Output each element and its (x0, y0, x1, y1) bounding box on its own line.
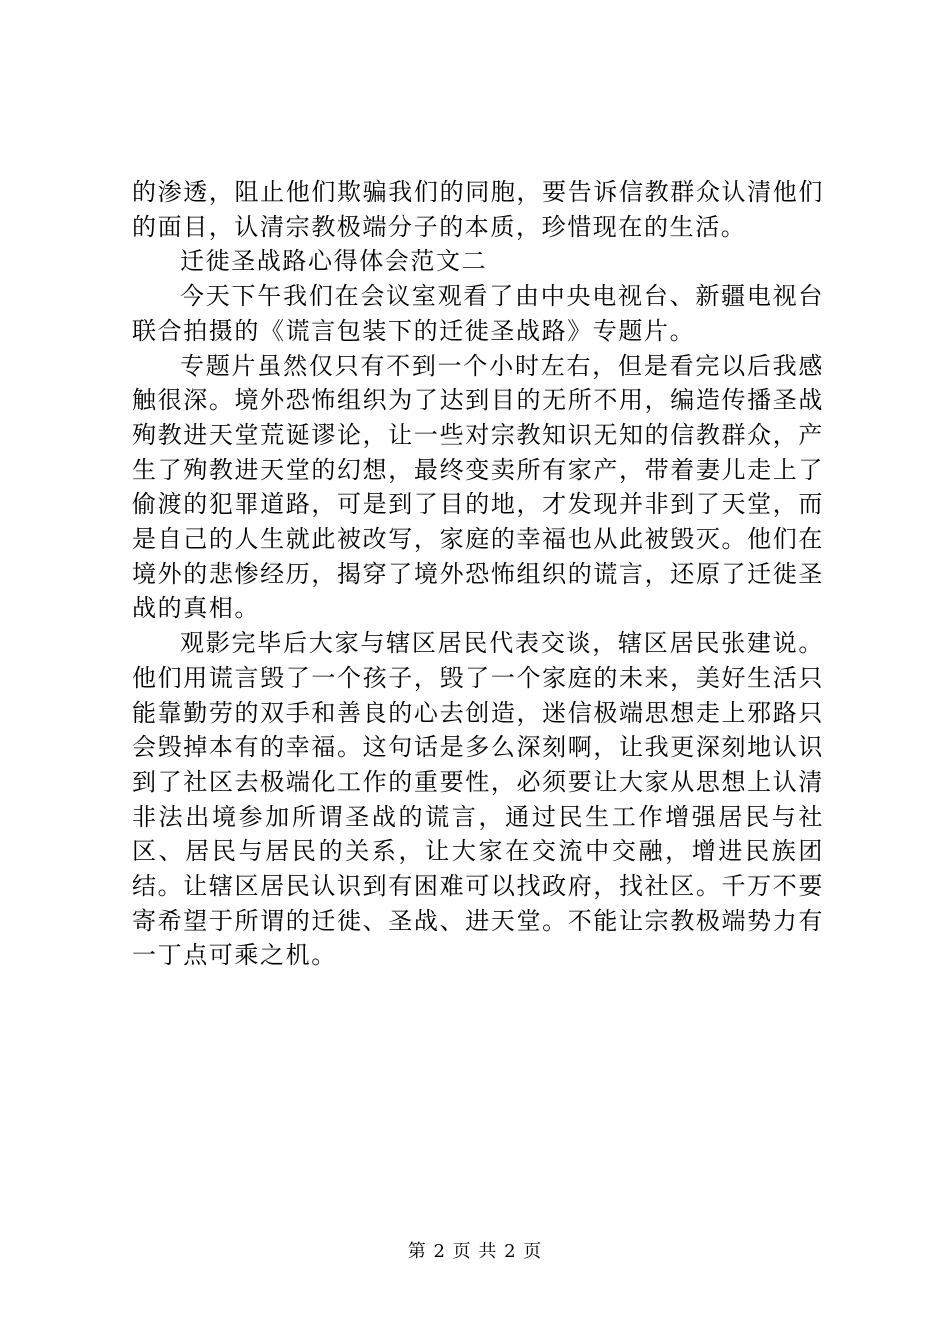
paragraph-intro: 今天下午我们在会议室观看了由中央电视台、新疆电视台联合拍摄的《谎言包装下的迁徙圣战路》专题片。 (132, 282, 824, 345)
paragraph-reflection: 专题片虽然仅只有不到一个小时左右，但是看完以后我感触很深。境外恐怖组织为了达到目的无所不用，编造传播圣战殉教进天堂荒诞谬论，让一些对宗教知识无知的信教群众，产生了殉教进天堂的幻想，最终变卖所有家产，带着妻儿走上了偷渡的犯罪道路，可是到了目的地，才发现并非到了天堂，而是自己的人生就此被改写，家庭的幸福也从此被毁灭。他们在境外的悲惨经历，揭穿了境外恐怖组织的谎言，还原了迁徙圣战的真相。 (132, 351, 824, 623)
section-heading: 迁徙圣战路心得体会范文二 (180, 247, 488, 276)
paragraph-discussion: 观影完毕后大家与辖区居民代表交谈，辖区居民张建说。他们用谎言毁了一个孩子，毁了一个家庭的未来，美好生活只能靠勤劳的双手和善良的心去创造，迷信极端思想走上邪路只会毁掉本有的幸福。这句话是多么深刻啊，让我更深刻地认识到了社区去极端化工作的重要性，必须要让大家从思想上认清非法出境参加所谓圣战的谎言，通过民生工作增强居民与社区、居民与居民的关系，让大家在交流中交融，增进民族团结。让辖区居民认识到有困难可以找政府，找社区。千万不要寄希望于所谓的迁徙、圣战、进天堂。不能让宗教极端势力有一丁点可乘之机。 (132, 629, 824, 970)
paragraph-continuation: 的渗透，阻止他们欺骗我们的同胞，要告诉信教群众认清他们的面目，认清宗教极端分子的本质，珍惜现在的生活。 (132, 178, 824, 241)
document-body (132, 175, 824, 973)
page-footer (0, 1241, 950, 1263)
page-number-label: 第 2 页 共 2 页 (407, 1241, 543, 1262)
